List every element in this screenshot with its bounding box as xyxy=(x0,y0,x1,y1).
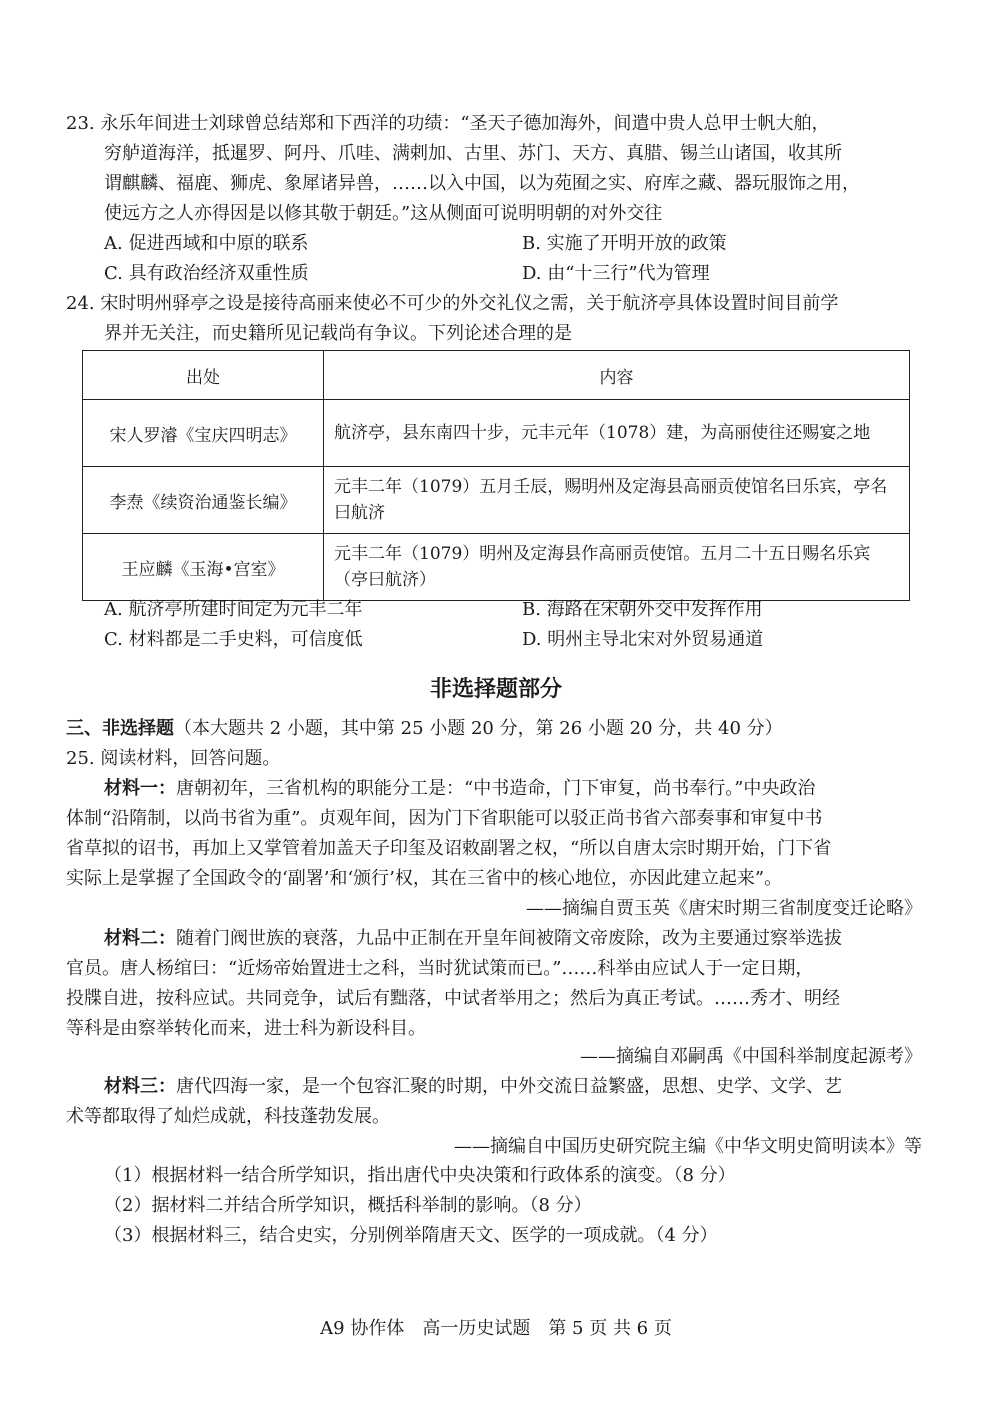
table-cell-content: 元丰二年（1079）五月壬辰，赐明州及定海县高丽贡使馆名曰乐宾，亭名曰航济 xyxy=(324,467,910,534)
material-3-text: 唐代四海一家，是一个包容汇聚的时期，中外交流日益繁盛，思想、史学、文学、艺 xyxy=(176,1076,842,1097)
q24-option-d: D. 明州主导北宋对外贸易通道 xyxy=(522,629,764,650)
table-header: 出处 xyxy=(83,351,324,400)
q23-option-b: B. 实施了开明开放的政策 xyxy=(522,233,727,254)
section3-head: 三、非选择题 xyxy=(66,718,174,739)
q25-subquestion-3: （3）根据材料三，结合史实，分别例举隋唐天文、医学的一项成就。（4 分） xyxy=(104,1225,718,1246)
q23-option-c: C. 具有政治经济双重性质 xyxy=(104,263,309,284)
material-1-source: ——摘编自贾玉英《唐宋时期三省制度变迁论略》 xyxy=(526,898,922,919)
material-2-line-1 xyxy=(104,927,842,951)
q25-subquestion-2: （2）据材料二并结合所学知识，概括科举制的影响。（8 分） xyxy=(104,1195,592,1216)
table-cell-content: 元丰二年（1079）明州及定海县作高丽贡使馆。五月二十五日赐名乐宾（亭曰航济） xyxy=(324,534,910,601)
section3-heading xyxy=(66,717,783,741)
material-2-line-3: 投牒自进，按科应试。共同竞争，试后有黜落，中试者举用之；然后为真正考试。……秀才、明经 xyxy=(66,988,840,1009)
source-table xyxy=(82,350,910,601)
material-3-line-1 xyxy=(104,1075,842,1099)
q23-line-1: 23. 永乐年间进士刘球曾总结郑和下西洋的功绩：“圣天子德加海外，间遣中贵人总甲士帆大舶， xyxy=(66,113,830,134)
material-1-line-1 xyxy=(104,777,815,801)
material-2-text: 随着门阀世族的衰落，九品中正制在开皇年间被隋文帝废除，改为主要通过察举选拔 xyxy=(176,928,842,949)
material-1-label: 材料一： xyxy=(104,778,176,799)
q24-line-1: 24. 宋时明州驿亭之设是接待高丽来使必不可少的外交礼仪之需，关于航济亭具体设置时间目前学 xyxy=(66,293,839,314)
q23-line-2: 穷舻道海洋，抵暹罗、阿丹、爪哇、满剌加、古里、苏门、天方、真腊、锡兰山诸国，收其所 xyxy=(104,143,842,164)
material-2-line-4: 等科是由察举转化而来，进士科为新设科目。 xyxy=(66,1018,426,1039)
q23-line-3: 谓麒麟、福鹿、狮虎、象犀诸异兽，……以入中国，以为苑囿之实、府库之藏、器玩服饰之用， xyxy=(104,173,860,194)
material-2-line-2: 官员。唐人杨绾曰：“近炀帝始置进士之科，当时犹试策而已。”……科举由应试人于一定日期， xyxy=(66,958,814,979)
material-1-line-2: 体制“沿隋制，以尚书省为重”。贞观年间，因为门下省职能可以驳正尚书省六部奏事和审复中书 xyxy=(66,808,823,829)
table-cell-source: 李焘《续资治通鉴长编》 xyxy=(83,467,324,534)
q25-intro: 25. 阅读材料，回答问题。 xyxy=(66,748,281,769)
material-1-text: 唐朝初年，三省机构的职能分工是：“中书造命，门下审复，尚书奉行。”中央政治 xyxy=(176,778,816,799)
q23-line-4: 使远方之人亦得因是以修其敬于朝廷。”这从侧面可说明明朝的对外交往 xyxy=(104,203,663,224)
material-3-source: ——摘编自中国历史研究院主编《中华文明史简明读本》等 xyxy=(454,1136,922,1157)
material-2-source: ——摘编自邓嗣禹《中国科举制度起源考》 xyxy=(580,1046,922,1067)
q23-option-d: D. 由“十三行”代为管理 xyxy=(522,263,710,284)
section-title: 非选择题部分 xyxy=(429,677,562,702)
q24-option-b: B. 海路在宋朝外交中发挥作用 xyxy=(522,599,763,620)
table-cell-content: 航济亭，县东南四十步，元丰元年（1078）建，为高丽使往还赐宴之地 xyxy=(324,400,910,467)
material-3-label: 材料三： xyxy=(104,1076,176,1097)
page-footer: A9 协作体 高一历史试题 第 5 页 共 6 页 xyxy=(320,1318,672,1339)
table-row xyxy=(83,467,910,534)
q23-option-a: A. 促进西域和中原的联系 xyxy=(104,233,309,254)
q24-line-2: 界并无关注，而史籍所见记载尚有争议。下列论述合理的是 xyxy=(104,323,572,344)
table-cell-source: 宋人罗濬《宝庆四明志》 xyxy=(83,400,324,467)
table-row xyxy=(83,534,910,601)
q24-option-a: A. 航济亭所建时间定为元丰二年 xyxy=(104,599,363,620)
table-header-row xyxy=(83,351,910,400)
table-row xyxy=(83,400,910,467)
q25-subquestion-1: （1）根据材料一结合所学知识，指出唐代中央决策和行政体系的演变。（8 分） xyxy=(104,1165,736,1186)
material-1-line-4: 实际上是掌握了全国政令的‘副署’和‘颁行’权，其在三省中的核心地位，亦因此建立起来”。 xyxy=(66,868,783,889)
material-1-line-3: 省草拟的诏书，再加上又掌管着加盖天子印玺及诏敕副署之权，“所以自唐太宗时期开始，门下省 xyxy=(66,838,832,859)
material-2-label: 材料二： xyxy=(104,928,176,949)
material-3-line-2: 术等都取得了灿烂成就，科技蓬勃发展。 xyxy=(66,1106,390,1127)
section3-note: （本大题共 2 小题，其中第 25 小题 20 分，第 26 小题 20 分，共 40 分） xyxy=(174,718,783,739)
table-header: 内容 xyxy=(324,351,910,400)
q24-option-c: C. 材料都是二手史料，可信度低 xyxy=(104,629,363,650)
table-cell-source: 王应麟《玉海•宫室》 xyxy=(83,534,324,601)
